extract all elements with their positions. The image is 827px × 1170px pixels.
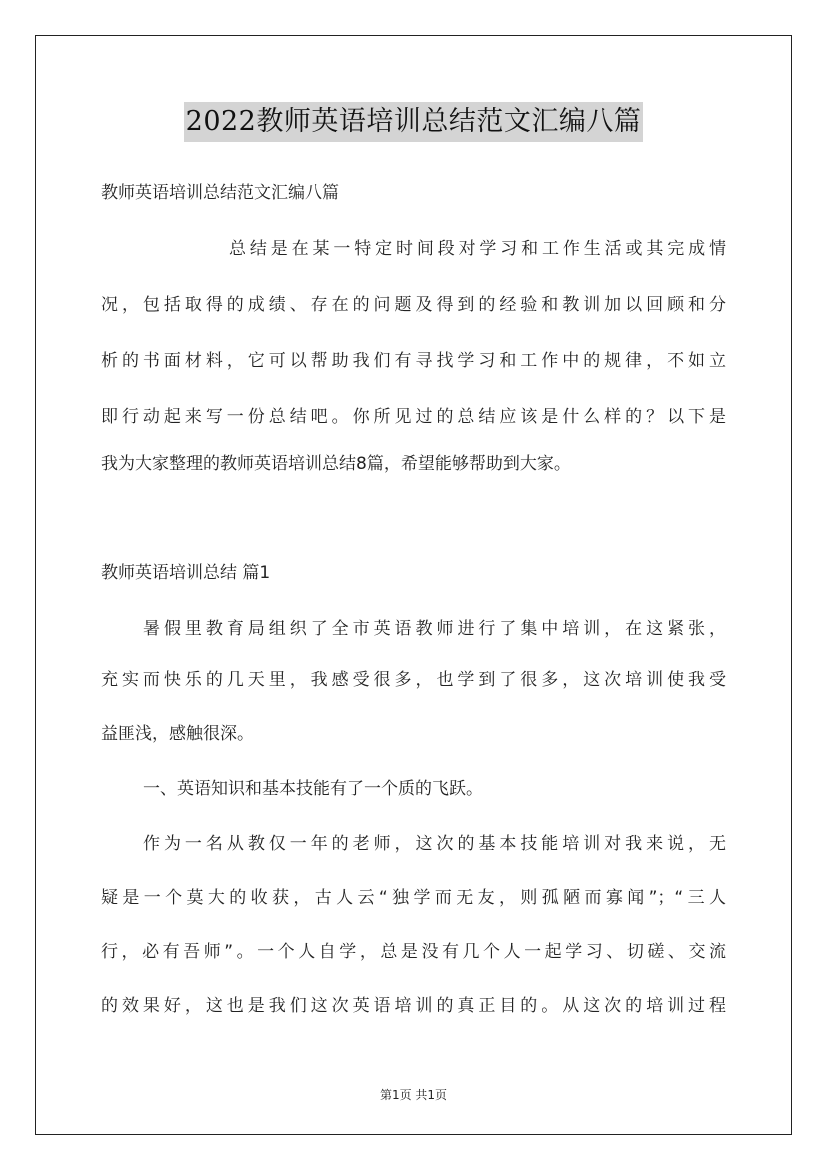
paragraph-line: 益匪浅，感触很深。 (101, 724, 254, 744)
intro-line: 析的书面材料，它可以帮助我们有寻找学习和工作中的规律，不如立 (101, 351, 726, 371)
intro-line: 我为大家整理的教师英语培训总结8篇，希望能够帮助到大家。 (101, 454, 571, 474)
paragraph-line: 充实而快乐的几天里，我感受很多，也学到了很多，这次培训使我受 (101, 670, 726, 690)
point-heading: 一、英语知识和基本技能有了一个质的飞跃。 (143, 779, 483, 799)
intro-line: 即行动起来写一份总结吧。你所见过的总结应该是什么样的？以下是 (101, 407, 726, 427)
paragraph-line: 行，必有吾师”。一个人自学，总是没有几个人一起学习、切磋、交流 (101, 942, 726, 962)
section-heading: 教师英语培训总结 篇1 (101, 563, 271, 583)
title-container (0, 102, 827, 142)
intro-line: 总结是在某一特定时间段对学习和工作生活或其完成情 (229, 239, 726, 259)
page-footer: 第1页 共1页 (379, 1088, 448, 1102)
paragraph-line: 暑假里教育局组织了全市英语教师进行了集中培训，在这紧张， (143, 619, 726, 639)
intro-line: 况，包括取得的成绩、存在的问题及得到的经验和教训加以回顾和分 (101, 295, 726, 315)
document-title: 2022教师英语培训总结范文汇编八篇 (184, 102, 644, 142)
paragraph-line: 的效果好，这也是我们这次英语培训的真正目的。从这次的培训过程 (101, 996, 726, 1016)
paragraph-line: 疑是一个莫大的收获，古人云“独学而无友，则孤陋而寡闻”；“三人 (101, 888, 726, 908)
document-subtitle: 教师英语培训总结范文汇编八篇 (101, 183, 339, 203)
paragraph-line: 作为一名从教仅一年的老师，这次的基本技能培训对我来说，无 (143, 834, 726, 854)
